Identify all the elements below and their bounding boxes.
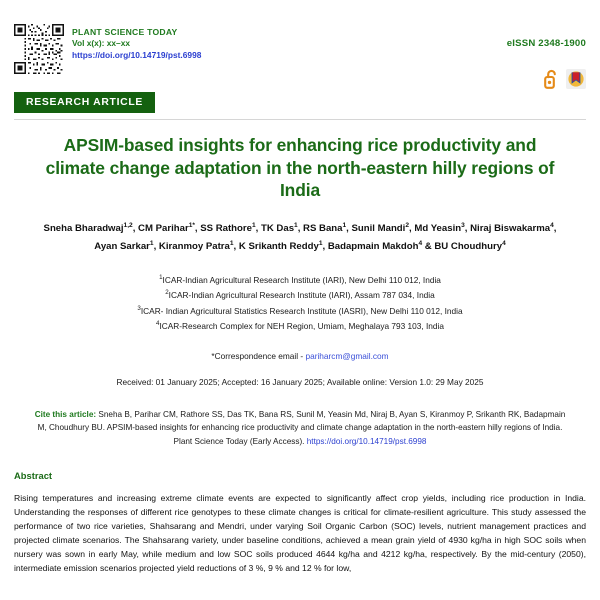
crossmark-badge-icon[interactable]: [566, 69, 586, 89]
research-article-badge: RESEARCH ARTICLE: [14, 92, 155, 113]
affiliation-list: [40, 272, 560, 334]
author-list: [26, 220, 574, 256]
masthead-left: [14, 24, 586, 74]
journal-doi-link[interactable]: https://doi.org/10.14719/pst.6998: [72, 50, 202, 61]
abstract-section: [14, 470, 586, 575]
qr-code-icon[interactable]: [14, 24, 64, 74]
journal-name: PLANT SCIENCE TODAY: [72, 27, 178, 37]
header-divider: [14, 119, 586, 120]
correspondence-line: [0, 351, 600, 361]
abstract-body: Rising temperatures and increasing extreme climate events are expected to significantly affect crop yields, including rice production in India. Understanding the responses of different rice genotypes to these climate changes is critical for climate-resilient agriculture. This study assessed the performance of two rice varieties, Shahsarang and Mendri, under varying Soil Organic Carbon (SOC) levels, nutrient management practices and projected climate scenarios. The Shahsarang variety, under baseline conditions, achieved a mean grain yield of 4930 kg/ha in high SOC soils when nursery was sown in early May, while medium and low SOC soils produced 4644 kg/ha and 4212 kg/ha, respectively. By the mid-century (2050), intermediate emission scenarios projected yield reductions of 3 %, 9 % and 12 % for low,: [14, 492, 586, 573]
affiliation-item: $^4$ICAR-Research Complex for NEH Region, Umiam, Meghalaya 793 103, India: [156, 320, 444, 332]
cite-this-article-text: Sneha B, Parihar CM, Rathore SS, Das TK, Bana RS, Sunil M, Yeasin Md, Niraj B, Ayan S, Kiranmoy P, Srikanth RK, Badapmain M, Choudhury BU. APSIM-based insights for enhancing rice productivity and climate change adaptation in the north-eastern hilly regions of India. Plant Science Today (Early Access).: [37, 409, 566, 446]
journal-volume: Vol x(x): xx–xx: [72, 38, 131, 49]
publication-dates: Received: 01 January 2025; Accepted: 16 January 2025; Available online: Version 1.0: 29 May 2025: [116, 376, 484, 387]
page-title: APSIM-based insights for enhancing rice productivity and climate change adaptation in the north-eastern hilly regions of India: [45, 135, 555, 201]
correspondence-label: *Correspondence email -: [211, 350, 306, 361]
affiliation-item: $^1$ICAR-Indian Agricultural Research Institute (IARI), New Delhi 110 012, India: [159, 273, 441, 285]
journal-identity: [72, 24, 201, 62]
affiliation-item: $^2$ICAR-Indian Agricultural Research Institute (IARI), Assam 787 034, India: [165, 289, 435, 301]
open-access-lock-icon[interactable]: [543, 68, 560, 90]
cite-this-article-block: [32, 408, 568, 448]
correspondence-email-link[interactable]: pariharcm@gmail.com: [305, 350, 389, 361]
abstract-heading: Abstract: [14, 469, 53, 481]
article-type-row: [0, 86, 600, 113]
eissn-label: eISSN 2348-1900: [506, 38, 586, 49]
open-access-icon-group: [543, 68, 586, 90]
affiliation-item: $^3$ICAR- Indian Agricultural Statistics Research Institute (IASRI), New Delhi 110 012, India: [137, 304, 463, 316]
masthead: [0, 0, 600, 86]
author-line-1: Sneha Bharadwaj$^{1,2}$, CM Parihar$^{1*}$, SS Rathore$^1$, TK Das$^1$, RS Bana$^1$, Sunil Mandi$^2$, Md Yeasin$^3$, Niraj Biswakarma$^4$,: [43, 221, 557, 235]
author-line-2: Ayan Sarkar$^1$, Kiranmoy Patra$^1$, K Srikanth Reddy$^1$, Badapmain Makdoh$^4$ & BU Choudhury$^4$: [94, 239, 506, 253]
cite-this-article-label: Cite this article:: [34, 409, 97, 419]
cite-this-article-doi-link[interactable]: https://doi.org/10.14719/pst.6998: [306, 436, 427, 446]
